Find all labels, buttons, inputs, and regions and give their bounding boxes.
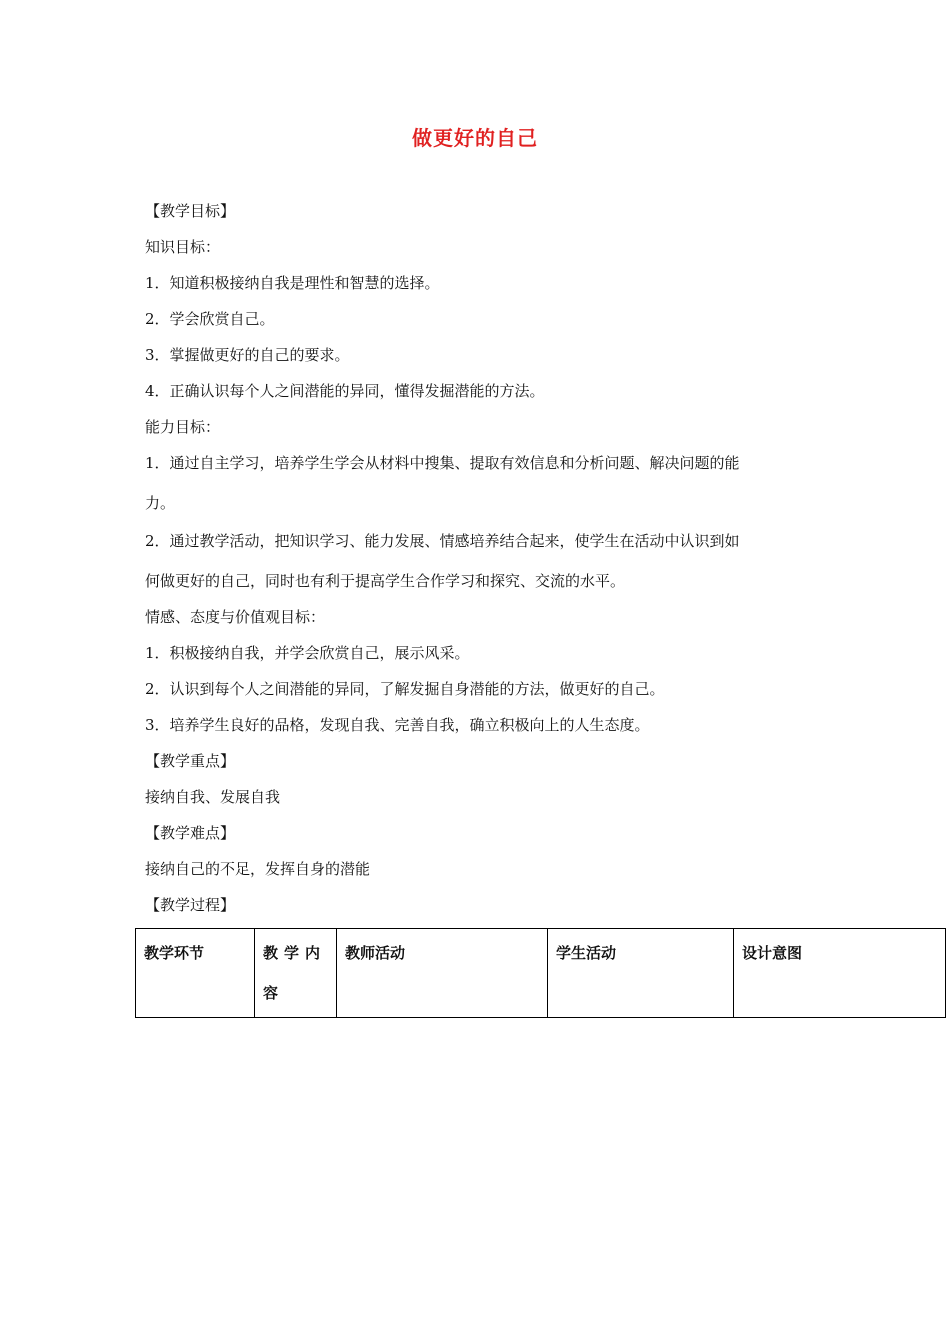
teaching-difficulty-text: 接纳自己的不足，发挥自身的潜能 [145,860,371,878]
ability-objective-2-line-2: 何做更好的自己，同时也有利于提高学生合作学习和探究、交流的水平。 [145,572,626,590]
header-teacher-activity: 教师活动 [337,929,548,1018]
document-title: 做更好的自己 [412,126,538,150]
teaching-focus-text: 接纳自我、发展自我 [145,788,281,806]
emotion-objective-1: 1．积极接纳自我，并学会欣赏自己，展示风采。 [145,644,470,662]
emotion-objectives-label: 情感、态度与价值观目标： [145,608,326,626]
heading-teaching-process: 【教学过程】 [145,896,236,914]
ability-objective-2-line-1: 2．通过教学活动，把知识学习、能力发展、情感培养结合起来，使学生在活动中认识到如 [145,532,740,550]
header-teaching-stage: 教学环节 [136,929,255,1018]
header-student-activity: 学生活动 [548,929,734,1018]
knowledge-objective-4: 4．正确认识每个人之间潜能的异同，懂得发掘潜能的方法。 [145,382,545,400]
heading-teaching-objectives: 【教学目标】 [145,202,236,220]
heading-teaching-difficulty: 【教学难点】 [145,824,236,842]
table-header-row [136,929,946,1018]
heading-teaching-focus: 【教学重点】 [145,752,236,770]
emotion-objective-2: 2．认识到每个人之间潜能的异同，了解发掘自身潜能的方法，做更好的自己。 [145,680,665,698]
knowledge-objective-1: 1．知道积极接纳自我是理性和智慧的选择。 [145,274,440,292]
header-design-intent: 设计意图 [734,929,946,1018]
ability-objective-1-line-2: 力。 [145,494,176,512]
emotion-objective-3: 3．培养学生良好的品格，发现自我、完善自我，确立积极向上的人生态度。 [145,716,650,734]
header-teaching-content: 教学内容 [255,929,337,1018]
knowledge-objective-2: 2．学会欣赏自己。 [145,310,275,328]
ability-objectives-label: 能力目标： [145,418,221,436]
teaching-process-table [135,928,946,1018]
knowledge-objective-3: 3．掌握做更好的自己的要求。 [145,346,350,364]
ability-objective-1-line-1: 1．通过自主学习，培养学生学会从材料中搜集、提取有效信息和分析问题、解决问题的能 [145,454,740,472]
knowledge-objectives-label: 知识目标： [145,238,221,256]
